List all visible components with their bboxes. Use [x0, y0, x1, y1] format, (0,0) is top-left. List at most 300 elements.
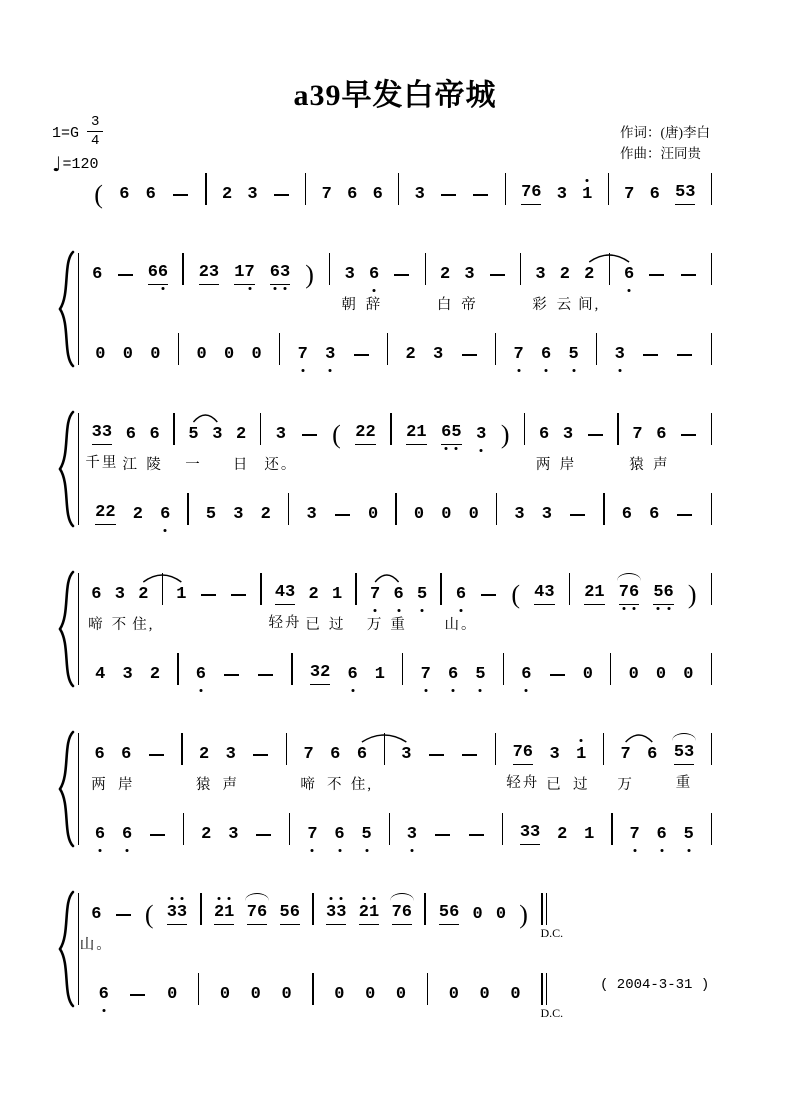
note-group	[306, 504, 316, 525]
measure	[399, 173, 504, 205]
note-group	[167, 984, 177, 1005]
rest-note	[251, 344, 261, 365]
note-digit: 4	[95, 665, 106, 684]
note-token	[233, 504, 243, 525]
note-digit: 7	[307, 824, 317, 845]
measure	[388, 333, 495, 365]
note-group	[91, 584, 101, 605]
note-digit: 6	[649, 505, 660, 524]
duration-dash	[677, 354, 692, 356]
note-group	[406, 344, 416, 365]
note-token	[300, 744, 317, 793]
note-token	[185, 424, 202, 473]
paren-glyph: (	[332, 420, 341, 449]
note-group	[549, 744, 559, 765]
note-digit: 6	[372, 185, 383, 204]
note-group	[680, 434, 697, 445]
note-token	[99, 984, 109, 1005]
note-group	[539, 424, 549, 445]
note-group	[357, 744, 367, 765]
note-digit: 5	[673, 743, 685, 762]
note-digit: 5	[684, 824, 694, 845]
note-digit: 3	[225, 745, 236, 764]
note-group	[176, 584, 186, 605]
note-group	[647, 744, 657, 765]
note-group	[393, 274, 410, 285]
note-digit: 2	[236, 425, 247, 444]
note-digit: 7	[512, 743, 523, 762]
octave-dot-below	[410, 849, 413, 852]
dash-note	[569, 514, 586, 525]
note-digit: 0	[365, 985, 376, 1004]
final-barline	[541, 973, 547, 1005]
note-group	[680, 274, 697, 285]
measure	[293, 653, 402, 685]
dash-note	[648, 274, 665, 285]
barline	[711, 253, 712, 285]
note-digit: 2	[198, 263, 209, 282]
octave-dot-above	[362, 897, 365, 900]
note-digit: 6	[145, 185, 156, 204]
note-group	[257, 674, 274, 685]
octave-dot-below	[162, 287, 165, 290]
note-group	[144, 900, 154, 929]
dash-note	[129, 994, 146, 1005]
measure	[497, 493, 603, 525]
note-token	[92, 264, 102, 285]
barline	[711, 733, 712, 765]
octave-dot-below	[452, 689, 455, 692]
duration-dash	[649, 274, 664, 276]
note-token	[650, 184, 660, 205]
melody-staff	[78, 573, 712, 633]
note-group	[230, 594, 247, 605]
system-brace	[56, 250, 76, 368]
note-token	[95, 664, 105, 685]
note-group	[305, 260, 314, 289]
dash-note	[676, 514, 693, 525]
rest-note	[583, 664, 593, 685]
duration-dash	[173, 194, 188, 196]
note-digit: 7	[370, 584, 380, 605]
note-group	[304, 744, 314, 765]
lyric-syllable: 过	[328, 617, 346, 633]
note-token	[95, 502, 115, 525]
duration-dash	[588, 434, 603, 436]
octave-dot-below	[628, 289, 631, 292]
note-group	[464, 264, 474, 285]
note-token	[88, 584, 105, 633]
note-group	[368, 504, 378, 525]
note-digit: 6	[448, 664, 458, 685]
dash-note	[273, 194, 290, 205]
note-token	[347, 184, 357, 205]
note-token	[214, 902, 234, 925]
note-digit: 6	[401, 903, 412, 922]
note-token	[150, 664, 160, 685]
note-token	[436, 264, 454, 313]
note-digit: 6	[541, 344, 551, 365]
octave-dot-below	[618, 369, 621, 372]
note-token	[234, 262, 254, 285]
measure	[521, 253, 608, 313]
note-token	[146, 184, 156, 205]
note-group	[480, 594, 497, 605]
measure	[504, 653, 610, 685]
note-digit: 3	[309, 663, 321, 682]
note-token	[653, 582, 673, 605]
note-group	[521, 664, 531, 685]
note-group	[347, 184, 357, 205]
key-signature: 1=G	[52, 125, 80, 142]
lyric-syllable: 猿	[629, 457, 646, 473]
note-token	[578, 264, 601, 313]
note-digit: 3	[208, 263, 220, 282]
note-digit: 4	[274, 583, 286, 602]
note-digit: 3	[280, 262, 290, 283]
note-group	[656, 424, 666, 445]
note-token	[615, 344, 625, 365]
music-system	[78, 253, 712, 365]
note-token	[350, 744, 373, 793]
lyric-syllable: 不	[327, 777, 344, 793]
note-token	[117, 744, 135, 793]
note-digit: 6	[449, 903, 460, 922]
octave-dot-below	[657, 607, 660, 610]
rest-note	[196, 344, 206, 365]
duration-dash	[473, 194, 488, 196]
note-token	[556, 264, 574, 313]
note-group	[469, 504, 479, 525]
note-group	[476, 424, 486, 445]
octave-dot-above	[330, 897, 333, 900]
octave-dot-below	[622, 607, 625, 610]
lyric-syllable: 重	[390, 617, 407, 633]
note-digit: 1	[176, 585, 187, 604]
note-digit: 0	[122, 345, 133, 364]
octave-dot-below	[373, 289, 376, 292]
lyric-syllable: 陵	[146, 457, 163, 473]
note-token	[322, 184, 332, 205]
dash-note	[680, 434, 697, 445]
octave-dot-below	[424, 689, 427, 692]
octave-dot-above	[180, 897, 183, 900]
note-digit: 2	[105, 503, 116, 522]
measure	[613, 813, 711, 845]
note-group	[95, 344, 105, 365]
note-token	[568, 344, 578, 365]
measure	[605, 493, 711, 525]
lyric-syllable: 岸	[117, 777, 135, 793]
octave-dot-below	[479, 689, 482, 692]
note-group	[236, 424, 246, 445]
duration-dash	[394, 274, 409, 276]
note-group	[441, 422, 461, 445]
note-digit: 3	[228, 825, 239, 844]
note-digit: 5	[568, 344, 578, 365]
note-group	[123, 664, 133, 685]
rest-note	[220, 984, 230, 1005]
note-token	[176, 584, 186, 605]
note-token	[307, 824, 317, 845]
lyric-syllable: 云	[556, 297, 574, 313]
note-digit: 6	[91, 905, 102, 924]
note-token	[270, 262, 290, 285]
measure	[290, 813, 388, 845]
note-group	[534, 582, 554, 605]
note-group	[468, 834, 485, 845]
note-group	[224, 344, 234, 365]
note-group	[513, 742, 533, 765]
note-group	[122, 824, 132, 845]
note-digit: 0	[219, 985, 231, 1004]
music-system	[78, 573, 712, 685]
note-token	[264, 424, 298, 473]
note-digit: 6	[664, 582, 674, 603]
note-group	[373, 184, 383, 205]
note-digit: 3	[684, 743, 695, 762]
note-token	[406, 422, 426, 445]
note-group	[428, 754, 445, 765]
note-digit: 5	[188, 425, 199, 444]
paren-glyph: )	[687, 580, 697, 609]
measure	[78, 253, 182, 285]
note-group	[472, 904, 482, 925]
note-group	[200, 594, 217, 605]
note-token	[392, 902, 412, 925]
rest-note	[365, 984, 375, 1005]
rest-note	[449, 984, 459, 1005]
rest-note	[396, 984, 406, 1005]
dash-note	[172, 194, 189, 205]
note-digit: 3	[336, 902, 346, 923]
dash-note	[434, 834, 451, 845]
note-group	[309, 584, 319, 605]
note-digit: 2	[365, 423, 376, 442]
note-digit: 3	[114, 585, 125, 604]
music-system	[78, 413, 712, 525]
octave-dot-below	[199, 689, 202, 692]
octave-dot-below	[667, 607, 670, 610]
measure	[306, 173, 398, 205]
note-digit: 2	[355, 423, 366, 442]
note-token	[222, 744, 239, 793]
note-token	[232, 424, 250, 473]
lyric-syllable: 岸	[559, 457, 577, 473]
measure	[78, 573, 162, 633]
dash-note	[642, 354, 659, 365]
note-group	[282, 984, 292, 1005]
measure	[503, 813, 611, 845]
note-token	[513, 344, 523, 365]
lyric-syllable: 万	[366, 617, 384, 633]
note-token	[111, 584, 129, 633]
note-digit: 3	[212, 425, 223, 444]
note-digit: 1	[582, 184, 592, 205]
note-digit: 2	[149, 665, 161, 684]
octave-dot-below	[633, 607, 636, 610]
note-group	[475, 664, 485, 685]
note-group	[421, 664, 431, 685]
measure	[184, 813, 289, 845]
note-group	[94, 180, 103, 209]
measure	[202, 893, 313, 925]
note-token	[261, 504, 271, 525]
note-token	[441, 422, 461, 445]
note-digit: 3	[233, 505, 244, 524]
accompaniment-staff	[78, 973, 710, 1020]
octave-dot-below	[311, 849, 314, 852]
note-group	[92, 422, 112, 445]
note-group	[563, 424, 573, 445]
note-token	[132, 584, 155, 633]
music-system	[78, 733, 712, 845]
note-digit: 1	[331, 585, 343, 604]
note-token	[91, 744, 108, 793]
duration-dash	[253, 754, 268, 756]
note-digit: 2	[359, 902, 369, 923]
rest-note	[282, 984, 292, 1005]
note-token	[514, 504, 524, 525]
system-brace	[56, 730, 76, 848]
barline	[711, 493, 712, 525]
octave-dot-below	[351, 689, 354, 692]
note-group	[684, 824, 694, 845]
note-group	[624, 264, 634, 285]
note-token	[475, 664, 485, 685]
lyric-syllable: 不	[111, 617, 129, 633]
measure	[78, 813, 183, 845]
note-group	[582, 184, 592, 205]
note-token	[444, 584, 478, 633]
note-token	[572, 744, 590, 793]
note-digit: 7	[521, 183, 532, 202]
note-digit: 0	[95, 345, 106, 364]
duration-dash	[201, 594, 216, 596]
note-token	[212, 424, 222, 445]
dash-note	[230, 594, 247, 605]
note-token	[647, 744, 657, 765]
lyric-syllable: 万	[617, 777, 634, 793]
note-group	[569, 514, 586, 525]
note-token	[326, 902, 346, 925]
duration-dash	[149, 754, 164, 756]
note-group	[199, 262, 219, 285]
note-digit: 0	[468, 505, 479, 524]
note-token	[559, 424, 577, 473]
note-token	[247, 902, 267, 925]
system-brace	[56, 410, 76, 528]
duration-dash	[681, 434, 696, 436]
octave-dot-above	[228, 897, 231, 900]
measure	[570, 573, 711, 609]
note-group	[461, 354, 478, 365]
note-digit: 3	[344, 265, 355, 284]
note-group	[676, 514, 693, 525]
note-token	[521, 664, 531, 685]
note-token	[334, 824, 344, 845]
measure	[280, 333, 387, 365]
note-digit: 1	[374, 665, 385, 684]
note-group	[325, 344, 335, 365]
note-group	[148, 262, 168, 285]
duration-dash	[441, 194, 456, 196]
note-digit: 3	[514, 505, 525, 524]
note-digit: 3	[544, 583, 555, 602]
accompaniment-staff	[78, 653, 712, 685]
da-capo-label: D.C.	[540, 1006, 564, 1020]
measure	[496, 333, 596, 365]
note-group	[172, 194, 189, 205]
melody-staff	[78, 893, 564, 953]
octave-dot-below	[480, 449, 483, 452]
rest-note	[95, 344, 105, 365]
lyric-syllable: 已	[305, 617, 322, 633]
note-digit: 3	[325, 344, 335, 365]
note-group	[560, 264, 570, 285]
measure	[525, 413, 617, 473]
note-digit: 7	[321, 185, 332, 204]
note-group	[167, 902, 187, 925]
note-digit: 3	[91, 423, 102, 442]
measure	[496, 733, 603, 793]
octave-dot-below	[365, 849, 368, 852]
duration-dash	[490, 274, 505, 276]
note-group	[298, 344, 308, 365]
note-token	[305, 584, 322, 633]
measure	[403, 653, 502, 685]
note-digit: 7	[629, 824, 639, 845]
note-digit: 7	[303, 745, 314, 764]
measure	[78, 893, 200, 953]
note-digit: 7	[632, 425, 643, 444]
note-group	[234, 262, 254, 285]
note-group	[275, 582, 295, 605]
note-group	[519, 900, 528, 929]
note-group	[687, 580, 697, 609]
note-digit: 0	[167, 985, 178, 1004]
lyricist-credit: 作词：(唐)李白	[620, 125, 710, 140]
duration-dash	[677, 514, 692, 516]
measure	[78, 493, 187, 525]
note-digit: 6	[621, 505, 632, 524]
note-token	[206, 504, 216, 525]
phrase-paren	[511, 580, 521, 609]
duration-dash	[116, 914, 131, 916]
note-digit: 2	[308, 585, 319, 604]
duration-dash	[481, 594, 496, 596]
note-group	[310, 662, 330, 685]
dash-note	[393, 274, 410, 285]
note-digit: 7	[244, 262, 254, 283]
note-digit: 7	[624, 185, 635, 204]
note-digit: 6	[393, 584, 403, 605]
note-digit: 0	[150, 345, 161, 364]
note-group	[150, 664, 160, 685]
accompaniment-staff	[78, 333, 712, 365]
octave-dot-below	[248, 287, 251, 290]
note-group	[251, 984, 261, 1005]
dash-note	[115, 914, 132, 925]
note-digit: 1	[369, 902, 379, 923]
melody-staff	[78, 253, 712, 313]
note-digit: 5	[417, 584, 427, 605]
note-group	[95, 824, 105, 845]
lyric-syllable: 猿	[195, 777, 213, 793]
lyric-syllable: 朝	[341, 297, 358, 313]
note-digit: 6	[522, 743, 533, 762]
note-group	[520, 822, 540, 845]
